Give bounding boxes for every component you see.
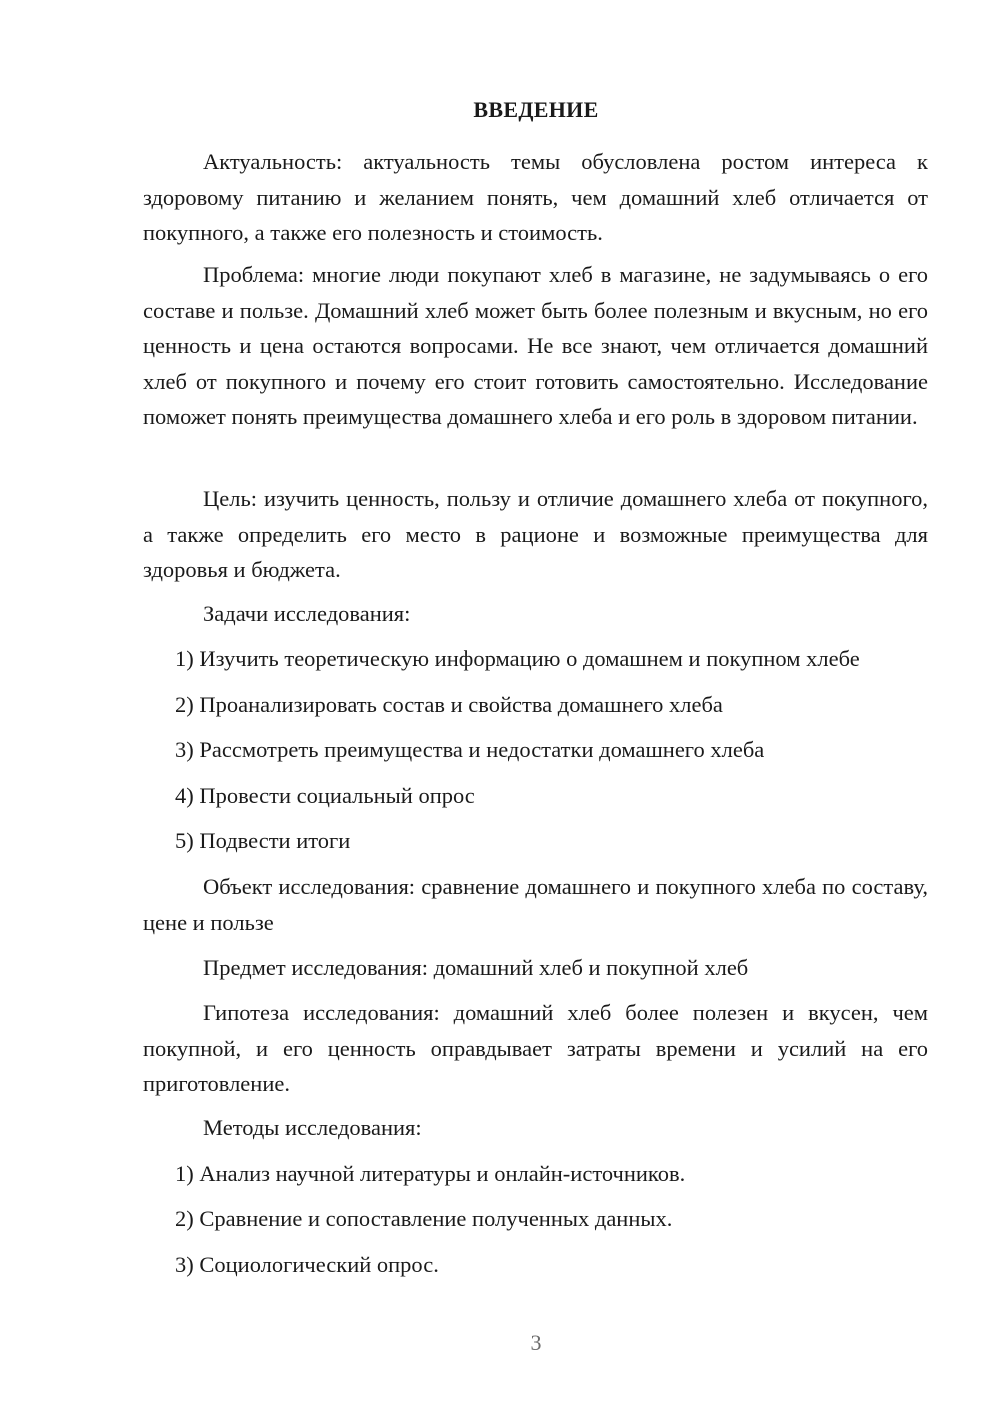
hypothesis-paragraph: Гипотеза исследования: домашний хлеб более полезен и вкусен, чем покупной, и его ценность оправдывает затраты времени и усилий на его приготовление. [143, 1000, 928, 1096]
relevance-paragraph: Актуальность: актуальность темы обусловлена ростом интереса к здоровому питанию и желанием понять, чем домашний хлеб отличается от покупного, а также его полезность и стоимость. [143, 149, 928, 245]
task-item-4: 4) Провести социальный опрос [175, 783, 475, 808]
goal-paragraph: Цель: изучить ценность, пользу и отличие домашнего хлеба от покупного, а также определить его место в рационе и возможные преимущества для здоровья и бюджета. [143, 486, 928, 582]
method-item-2: 2) Сравнение и сопоставление полученных данных. [175, 1206, 673, 1231]
task-item-5: 5) Подвести итоги [175, 828, 351, 853]
method-item-3: 3) Социологический опрос. [175, 1252, 439, 1277]
problem-paragraph: Проблема: многие люди покупают хлеб в магазине, не задумываясь о его составе и пользе. Домашний хлеб может быть более полезным и вкусным, но его ценность и цена остаются вопросами. Не все знают, чем отличается домашний хлеб от покупного и почему его стоит готовить самостоятельно. Исследование поможет понять преимущества домашнего хлеба и его роль в здоровом питании. [143, 262, 928, 429]
page-title: ВВЕДЕНИЕ [473, 97, 599, 122]
object-paragraph: Объект исследования: сравнение домашнего и покупного хлеба по составу, цене и пользе [143, 874, 928, 935]
task-item-2: 2) Проанализировать состав и свойства домашнего хлеба [175, 692, 723, 717]
methods-heading: Методы исследования: [203, 1115, 422, 1140]
page-number: 3 [530, 1330, 542, 1355]
task-item-3: 3) Рассмотреть преимущества и недостатки домашнего хлеба [175, 737, 765, 762]
task-item-1: 1) Изучить теоретическую информацию о домашнем и покупном хлебе [175, 646, 860, 671]
subject-paragraph: Предмет исследования: домашний хлеб и покупной хлеб [203, 955, 749, 980]
tasks-heading: Задачи исследования: [203, 601, 411, 626]
method-item-1: 1) Анализ научной литературы и онлайн-источников. [175, 1161, 686, 1186]
